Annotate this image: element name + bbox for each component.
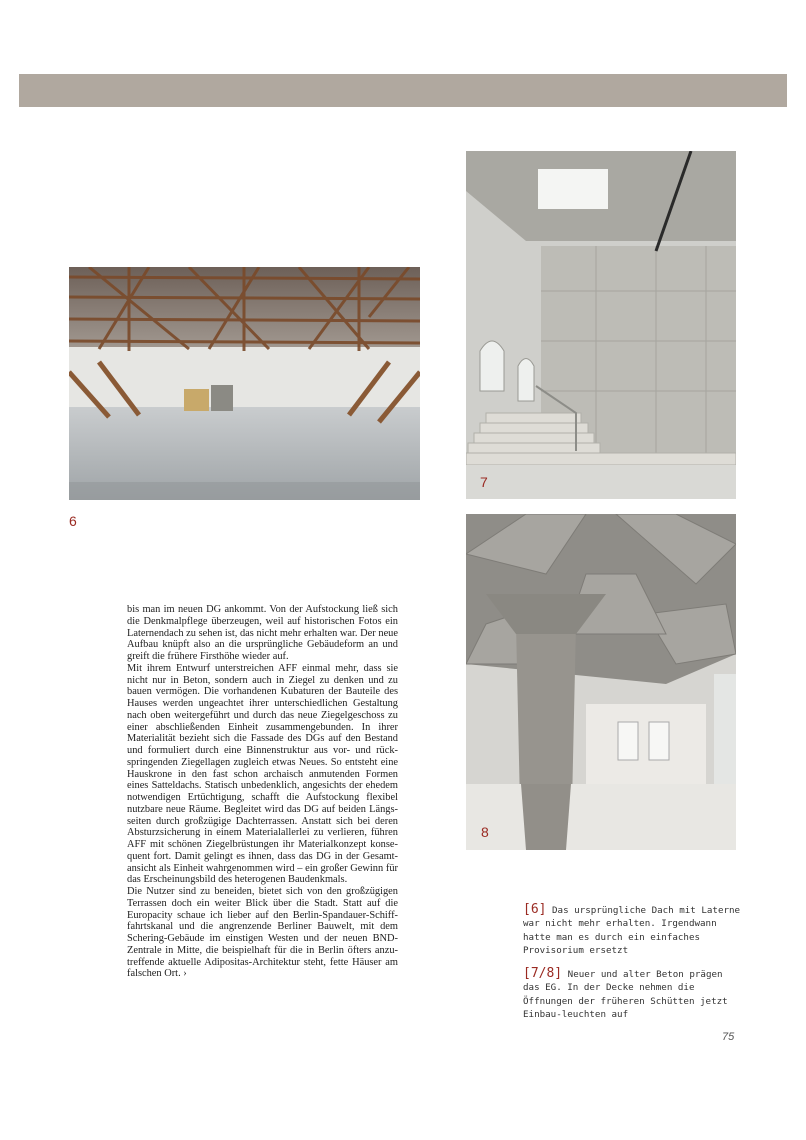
caption-text: Das ursprüngliche Dach mit Laterne war nicht mehr erhalten. Irgendwann hatte man es durch ein einfaches Provisorium ersetzt	[523, 905, 741, 956]
photo-concrete-column-ceiling	[466, 514, 736, 850]
caption-ref: [7/8]	[523, 966, 563, 981]
caption-text: Neuer und alter Beton prägen das EG. In der Decke nehmen die Öffnungen der früheren Schütten jetzt Einbau-leuchten auf	[523, 969, 728, 1020]
photo-concrete-staircase-hall	[466, 151, 736, 499]
caption-6	[523, 903, 743, 957]
body-paragraph: Die Nutzer sind zu beneiden, bietet sich von den großzügigen Terrassen doch ein weiter Blick über die Stadt. Statt auf die Europacity schaue ich lieber auf den Berlin-Spandauer-Schiff-fahrtskanal und die angrenzende Berliner Bauwelt, mit dem Schering-Gebäude im einstigen Westen und der neuen BND-Zentrale in Mitte, die beispielhaft für die in Berlin öfters anzu-treffende aktuelle Adipositas-Architektur steht, fette Häuser am falschen Ort. ›	[127, 886, 398, 980]
caption-ref: [6]	[523, 902, 547, 917]
header-band	[19, 74, 787, 107]
figure-number-6: 6	[69, 513, 77, 529]
figure-number-8: 8	[481, 824, 489, 840]
article-body	[127, 604, 398, 980]
body-paragraph: bis man im neuen DG ankommt. Von der Aufstockung ließ sich die Denkmalpflege überzeugen, weil auf historischen Fotos ein Laternendach zu sehen ist, das nicht mehr erhalten war. Der neue Aufbau knüpft also an die ursprüngliche Gebäudeform an und greift die frühere Firsthöhe wieder auf.	[127, 604, 398, 662]
page-number: 75	[722, 1031, 735, 1043]
figure-number-7: 7	[480, 474, 488, 490]
body-paragraph: Mit ihrem Entwurf unterstreichen AFF einmal mehr, dass sie nicht nur in Beton, sondern auch in Ziegel zu denken und zu bauen vermögen. Die vorhandenen Kubaturen der Bauteile des Hauses werden ungeachtet ihrer unterschiedlichen Gestaltung nach oben weitergeführt und durch das neue Ziegelgeschoss zu einer abschließenden Einheit zusammengebunden. In ihrer Materialität bezieht sich die Fassade des DGs auf den Bestand und formuliert durch eine Binnenstruktur aus vor- und rück-springenden Ziegellagen zugleich etwas Neues. So entsteht eine Hauskrone in den fast schon archaisch anmutenden Formen eines Satteldachs. Statisch unbedenklich, angesichts der ehedem notwendigen Ertüchtigung, schafft die Aufstockung flexibel nutzbare neue Räume. Begleitet wird das DG auf beiden Längs-seiten durch großzügige Dachterrassen. Anstatt sich bei deren Absturzsicherung in einem Materialallerlei zu verlieren, führen AFF mit schönen Ziegelbrüstungen ihr Materialkonzept konse-quent fort. Damit gelingt es ihnen, dass das DG in der Gesamt-ansicht als Einheit wahrgenommen wird – ein großer Gewinn für das Erscheinungsbild des heterogenen Baudenkmals.	[127, 662, 398, 886]
caption-7-8	[523, 967, 743, 1021]
photo-attic-roof-trusses	[69, 267, 420, 500]
